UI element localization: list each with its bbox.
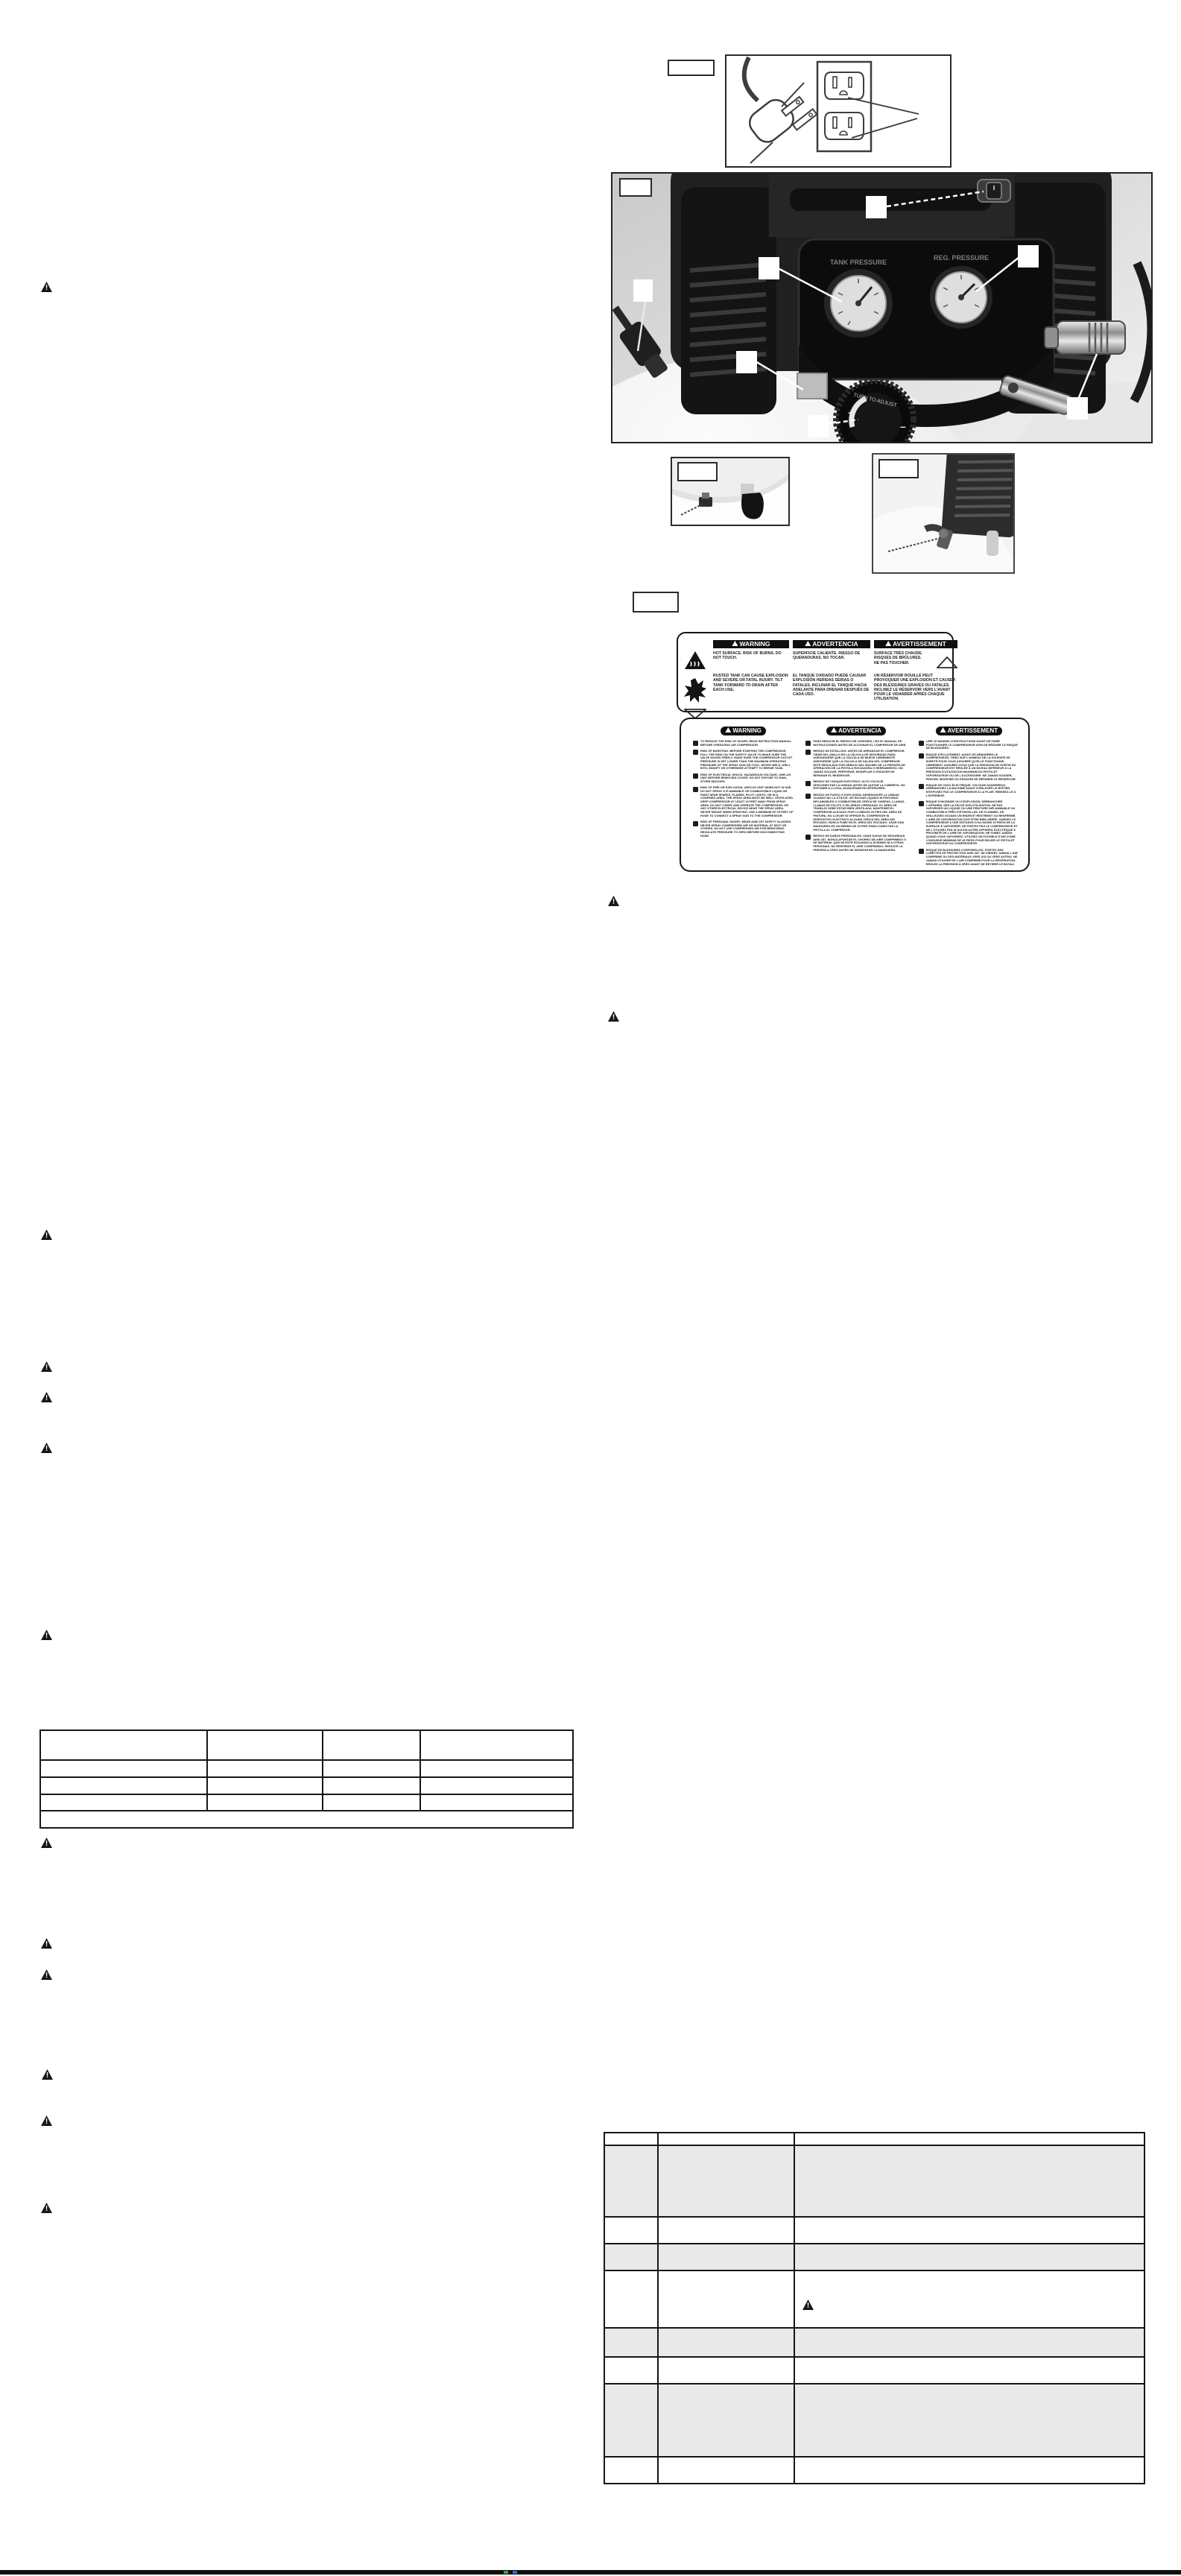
warning-header: ADVERTENCIA [793, 640, 870, 648]
outlet-plug-illustration [726, 56, 950, 166]
plug-body [745, 95, 798, 147]
drain-valve-figure-1 [671, 457, 790, 526]
warning-triangle-icon [41, 1969, 52, 1980]
warning-text: UN RÉSERVOIR ROUILLÉ PEUT PROVOQUER UNE EXPLOSION ET CAUSER DES BLESSURES GRAVES OU FATALES. INCLINEZ LE RÉSERVOIR VERS L'AVANT POUR LE VIDANDER APRÈS CHAQUE UTILISATION. [874, 674, 956, 702]
warning-header: AVERTISSEMENT [874, 640, 957, 648]
warning-triangle-icon [42, 2069, 53, 2080]
outlet-figure [725, 54, 952, 168]
figure-number-box [878, 459, 919, 478]
warning-item: RISQUE DE BLESSURES CORPORELLES. PORTEZ DES LUNETTES DE PROTECTION ANSI Z87. NE DIRIGEZ JAMAIS L'AIR COMPRIMÉ OU DES MATÉRIAUX VERS SOI OU VERS AUTRUI. NE JAMAIS UTILISER DE L'AIR COMPRIMÉ POUR LA RESPIRATION. RÉGLEZ LA PRESSION À ZÉRO AVANT DE RETIRER LE BOYAU. [919, 849, 1019, 867]
hot-surface-icon [684, 651, 706, 670]
table-row [604, 2145, 1144, 2217]
pictogram-column [684, 640, 709, 723]
warning-item: RIESGO DE FUEGO O EXPLOSIÓN. DESENCHUFE LA UNIDAD CUANDO NO LA UTILICE. NO ROCIAR LÍQUIDO NI PINTURAS INFLAMABLES O COMBUSTIBLES CERCA DE CHISPAS, LLAMAS, LLAMAS DE PILOTO O EN ÁREAS CERRADAS. EL ÁREA DE TRABAJO DEBE ESTAR BIEN VENTILADA. MANTENER EL COMPRESOR ALEJADO POR LO MENOS 20 PIES DEL ÁREA DE PINTURA. NO LLEVAR NI OPERAR EL COMPRESOR NI DISPOSITIVO ELÉCTRICO ALGUNO CERCA DEL ÁREA DEL ROCIADO. NUNCA FUME EN EL ÁREA DEL ROCIADO. USAR UNA MANGUERA DE UN MÍNIMO DE 25 PIES PARA CONECTAR LA PISTOLA AL COMPRESOR. [805, 794, 906, 832]
regulator-pressure-gauge [930, 266, 992, 329]
warning-header: ADVERTENCIA [826, 727, 886, 735]
registration-mark-green [504, 2571, 508, 2574]
table-row [604, 2217, 1144, 2244]
drain-valve-figure-2 [872, 453, 1015, 574]
warning-triangle-icon [41, 1361, 52, 1372]
callout-box [866, 196, 887, 218]
table-header-row [604, 2133, 1144, 2145]
warning-header: AVERTISSEMENT [936, 727, 1002, 735]
tank-pressure-gauge [824, 269, 893, 338]
outlet-receptacle [825, 113, 864, 139]
table-header-row [40, 1730, 573, 1760]
warning-item: LIRE LE MANUEL D'INSTRUCTIONS AVANT DE FAIRE FONCTIONNER LE COMPRESSEUR AFIN DE RÉDUIRE LE RISQUE DE BLESSURES. [919, 740, 1019, 750]
table-row [604, 2328, 1144, 2357]
compressor-figure [611, 172, 1153, 443]
foot [987, 531, 998, 556]
callout-box [1067, 397, 1088, 420]
knob-minus: – [900, 420, 906, 432]
warning-header: WARNING [713, 640, 789, 648]
warning-triangle-icon [41, 1443, 52, 1453]
table-row [40, 1777, 573, 1794]
table-footer-row [40, 1811, 573, 1828]
table-row [604, 2457, 1144, 2484]
warning-item: RISQUE D'ÉCLATEMENT. AVANT DE DÉMARRER LE COMPRESSEUR, TIREZ SUR L'ANNEAU DE LA SOUPAPE DE SÛRETÉ POUR VOUS ASSURER QU'ELLE FONCTIONNE LIBREMENT. ASSUREZ-VOUS QUE LA PRESSION DE SORTIE DU COMPRESSEUR EST RÉGLÉE À UN NIVEAU INFÉRIEUR À LA PRESSION D'UTILISATION MAXIMUM DU PISTOLET VAPORISATEUR OU DE L'ACCESSOIRE. NE JAMAIS SOUDER, PERCER, MODIFIER OU ESSAYER DE RÉPARER LE RÉSERVOIR. [919, 753, 1019, 782]
figure-number-box [677, 462, 718, 481]
table-row [604, 2270, 1144, 2328]
footer-rule [0, 2570, 1181, 2575]
table-row [604, 2384, 1144, 2457]
table-row [604, 2244, 1144, 2270]
warning-triangle-icon [41, 1630, 52, 1640]
warning-triangle-icon [805, 641, 811, 646]
outlet-receptacle [825, 72, 864, 99]
compressor-shroud [941, 455, 1013, 538]
registration-mark-blue [513, 2571, 517, 2574]
table-row [604, 2357, 1144, 2384]
figure-number-box [668, 60, 715, 76]
callout-box [1018, 245, 1039, 268]
table-row [40, 1760, 573, 1777]
warning-item: RIESGO DE ESTALLIDO. ANTES DE ARRANCAR EL COMPRESOR, TIRAR DEL ANILLO EN LA VÁLVULA DE SEGURIDAD PARA ASEGURARSE QUE LA VÁLVULA SE MUEVE LIBREMENTE. ASEGÚRESE QUE LA VÁLVULA DE SALIDA DEL COMPRESOR ESTÉ REGULADA POR DEBAJO DEL MÁXIMO DE LA PRESIÓN DE OPERACIÓN DE LA PISTOLA ROCIADORA O HERRAMIENTA. NO JAMÁS SOLDAR, PERFORAR, MODIFICAR O ESSAYER DE REPARAR EL RESERVOIR. [805, 750, 906, 778]
warning-item: RISK OF ELECTRICAL SHOCK. HAZARDOUS VOLTAGE. UNPLUG UNIT BEFORE REMOVING COVER. DO NOT EXPOSE TO RAIN, STORE INDOORS. [693, 773, 794, 784]
figure-number-box [633, 592, 679, 613]
warning-triangle-icon [885, 641, 891, 646]
warning-triangle-icon [41, 2203, 52, 2213]
warning-item: TO REDUCE THE RISK OF INJURY, READ INSTRUCTION MANUAL BEFORE OPERATING AIR COMPRESSOR. [693, 740, 794, 747]
warning-column-en [693, 727, 794, 869]
warning-triangle-icon [41, 282, 52, 292]
warning-item: RIESGO DE DAÑOS PERSONALES. USAR GAFAS DE SEGURIDAD ANSI Z87. NUNCA APUNTAR EL CHORRO DE AIRE COMPRIMIDO O DE MATERIAL QUE SE ESTÉ ROCIANDO A SÍ MISMO NI A OTRAS PERSONAS. NO RESPIRAR EL AIRE COMPRIMIDO. REDUCIR LA PRESIÓN A CERO ANTES DE DESMONTAR LA MANGUERA. [805, 835, 906, 852]
quick-coupler [1045, 321, 1125, 354]
warning-triangle-icon [608, 896, 619, 906]
warning-triangle-icon [940, 727, 946, 732]
knob-label: TURN TO ADJUST [852, 392, 898, 409]
warning-item: RISK OF BURSTING. BEFORE STARTING THE COMPRESSOR, PULL THE RING ON THE SAFETY VALVE TO MAKE SURE THE VALVE MOVES FREELY. MAKE SURE THE COMPRESSOR OUTLET PRESSURE IS SET LOWER THAN THE MAXIMUM OPERATING PRESSURE OF THE SPRAY GUN OR TOOL. NEVER WELD, DRILL INTO, MODIFY OR OTHERWISE ATTEMPT TO REPAIR TANK. [693, 750, 794, 770]
warning-text: EL TANQUE OXIDADO PUEDE CAUSAR EXPLOSIÓN HERIDAS SERIAS O FATALES. INCLINAR EL TANQUE HACIA ADELANTE PARA DRENAR DESPUÉS DE CADA USO. [793, 674, 870, 697]
specifications-table [39, 1730, 574, 1829]
reg-pressure-label: REG. PRESSURE [933, 254, 990, 262]
warning-column-es [805, 727, 906, 869]
warning-text: SUPERFICIE CALIENTE. RIESGO DE QUEMADURAS. NO TOCAR. [793, 651, 861, 661]
warning-triangle-icon [725, 727, 731, 732]
callout-box [633, 279, 653, 302]
warning-text: SURFACE TRÈS CHAUDE. RISQUES DE BRÛLURES. NE PAS TOUCHER. [874, 651, 923, 665]
warning-triangle-icon [608, 1011, 619, 1022]
figure-number-box [619, 178, 652, 197]
warning-triangle-icon [41, 2115, 52, 2126]
warning-triangle-icon [41, 1392, 52, 1402]
tank-pressure-label: TANK PRESSURE [829, 259, 887, 266]
warning-item: RISK OF PERSONAL INJURY. WEAR ANSI Z87 SAFETY GLASSES. NEVER SPRAY COMPRESSED AIR OR MATERIAL AT SELF OR OTHERS. DO NOT USE COMPRESSED AIR FOR BREATHING. REGULATE PRESSURE TO ZERO BEFORE DISCONNECTING HOSE. [693, 820, 794, 838]
warning-triangle-icon [41, 1230, 52, 1240]
warning-item: RISK OF FIRE OR EXPLOSION. UNPLUG UNIT WHEN NOT IN USE. DO NOT SPRAY A FLAMMABLE OR COMBUSTIBLE LIQUID OR PAINT NEAR SPARKS, FLAMES, PILOT LIGHTS, OR IN A CONFINED AREA. THE SPRAY AREA MUST BE WELL VENTILATED. KEEP COMPRESSOR AT LEAST 20 FEET AWAY FROM SPRAY AREA. DO NOT CARRY AND OPERATE THE COMPRESSOR, OR ANY OTHER ELECTRICAL DEVICE NEAR THE SPRAY AREA. NEVER SMOKE WHEN SPRAYING. USE A MINIMUM OF 25 FEET OF HOSE TO CONNECT A SPRAY GUN TO THE COMPRESSOR. [693, 786, 794, 817]
warning-text: RUSTED TANK CAN CAUSE EXPLOSION AND SEVERE OR FATAL INJURY. TILT TANK FORWARD TO DRAIN AFTER EACH USE. [713, 674, 788, 692]
warning-triangle-icon [732, 641, 738, 646]
safety-warning-label [680, 718, 1030, 872]
troubleshooting-table [604, 2132, 1145, 2484]
warning-item: RISQUE D'INCENDIE OU D'EXPLOSION. DÉBRANCHER L'APPAREIL DÈS LA FIN DE SON UTILISATION. NE PAS VAPORISER UN LIQUIDE OU UNE PEINTURE INFLAMMABLE OU COMBUSTIBLE PRÈS D'ÉTINCELLES, DE FLAMMES, DE VEILLEUSES NI DANS UN ENDROIT RESTREINT OU RENFERMÉ. L'AIRE DE VAPORISATION DOIT ÊTRE BIEN AÉRÉE. GARDEZ LE COMPRESSEUR À UNE DISTANCE D'AU MOINS 20 PIEDS DE LA SURFACE À VAPORISER. NE PORTEZ PAS LE COMPRESSEUR ET NE L'UTILISEZ PAS NI AUCUN AUTRE APPAREIL ÉLECTRIQUE À PROXIMITÉ DE L'AIRE DE VAPORISATION. NE FUMEZ JAMAIS QUAND VOUS VAPORISEZ. UTILISEZ UN FLEXIBLE D'AIR D'UNE LONGUEUR MINIMUM DE 25 PIEDS POUR RELIER LE PISTOLET VAPORISATEUR AU COMPRESSEUR. [919, 800, 1019, 846]
explosion-icon [684, 678, 706, 703]
warning-text: HOT SURFACE. RISK OF BURNS. DO NOT TOUCH. [713, 651, 782, 661]
knob-plus: + [848, 407, 855, 419]
callout-box [759, 257, 779, 279]
warning-triangle-icon [41, 1838, 52, 1848]
warning-column-fr [874, 640, 957, 723]
warning-triangle-icon [831, 727, 837, 732]
warning-item: RISQUE DE CHOC ÉLECTRIQUE. VOLTAGE DANGEREUX. DÉBRANCHEZ LA MACHINE AVANT D'ENLEVER LE BOÎTIER. N'EXPOSEZ PAS LE COMPRESSEUR À LA PLUIE. REMISEZ-LE À L'INTÉRIEUR. [919, 784, 1019, 798]
table-row [40, 1794, 573, 1811]
regulator-knob [836, 381, 914, 442]
warning-triangle-icon [41, 1938, 52, 1949]
warning-header: WARNING [721, 727, 766, 735]
leader-line [750, 142, 773, 163]
warning-column-es [793, 640, 870, 723]
callout-box [808, 415, 829, 437]
warning-item: RIESGO DE CHOQUE ELÉCTRICO. ALTO VOLTAJE. DESCONECTAR LA UNIDAD ANTES DE QUITAR LA CUBIERTA. NO EXPONER A LLUVIA, ALMACENAR EN INTERIORES. [805, 780, 906, 791]
callout-box [736, 351, 757, 373]
warning-column-en [713, 640, 789, 723]
blank-triangle-icon [937, 656, 957, 668]
warning-column-fr [919, 727, 1019, 869]
hot-surface-warning-label [677, 632, 954, 712]
power-cord [744, 57, 758, 101]
warning-item: PARA REDUCIR EL RIESGO DE LESIONES, LEA EL MANUAL DE INSTRUCCIONES ANTES DE ACCIONAR EL COMPRESOR DE AIRE. [805, 740, 906, 747]
